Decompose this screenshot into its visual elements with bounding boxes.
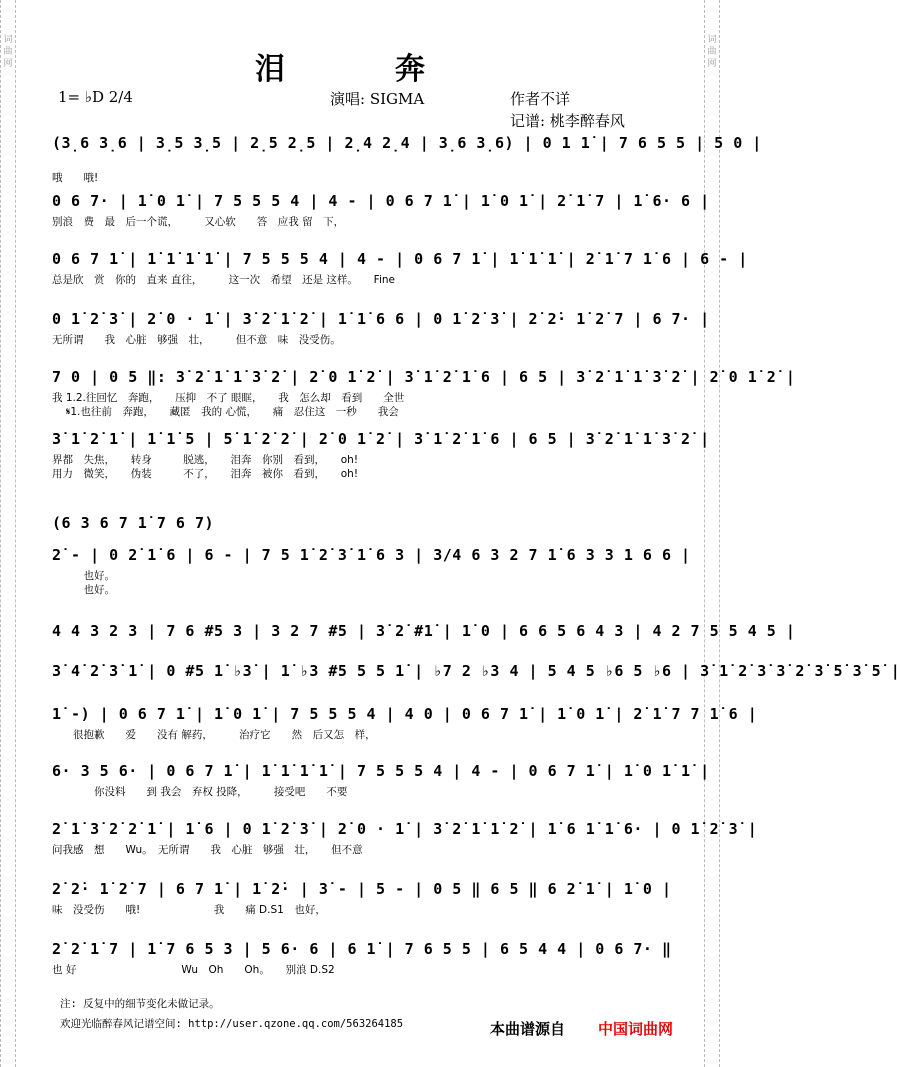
notation-line: 6· 3 5 6· | 0 6 7 1̇ | 1̇ 1̇ 1̇ 1̇ | 7 5 5 5 4 | 4 - | 0 6 7 1̇ | 1̇ 0 1̇ 1̇ |	[52, 762, 710, 780]
site-logo-text: 中国词曲网	[598, 1020, 674, 1038]
notation-line: (3̣6 3̣6 | 3̣5 3̣5 | 2̣5 2̣5 | 2̣4 2̣4 | 3̣6 3̣6) | 0 1 1̇ | 7 6 5 5 | 5 0 |	[52, 134, 762, 152]
lyric-line: 味 没受伤 哦! 我 痛 D.S1 也好，	[52, 904, 326, 916]
lyric-line: 总是欣 赏 你的 直来 直往， 这一次 希望 还是 这样。 Fine	[52, 274, 395, 286]
composer-credit: 作者不详	[510, 90, 571, 108]
notation-line: 7 0 | 0 5 ‖: 3̇ 2̇ 1̇ 1̇ 3̇ 2̇ | 2̇ 0 1̇ 2̇ | 3̇ 1̇ 2̇ 1̇ 6 | 6 5 | 3̇ 2̇ 1̇ 1̇ 3̇ 2̇ | 2̇ 0 1̇ 2̇ |	[52, 368, 796, 386]
key-signature: 1= ♭D 2/4	[58, 88, 133, 106]
sidebar-watermark: 词曲网	[3, 35, 13, 69]
notation-line: 3̇ 1̇ 2̇ 1̇ | 1̇ 1̇ 5 | 5̇ 1̇ 2̇ 2̇ | 2̇ 0 1̇ 2̇ | 3̇ 1̇ 2̇ 1̇ 6 | 6 5 | 3̇ 2̇ 1̇ 1̇ 3̇ 2̇ |	[52, 430, 710, 448]
lyric-line: 界都 失焦， 转身 脱逃， 泪奔 你别 看到， oh!	[52, 454, 359, 466]
notation-line: 3̇ 4̇ 2̇ 3̇ 1̇ | 0 #5 1̇ ♭3̇ | 1̇ ♭3 #5 5 5 1̇ | ♭7 2 ♭3 4 | 5 4 5 ♭6 5 ♭6 | 3̇ 1̇ 2̇ 3̇ 3̇ 2̇ 3̇ 5̇ 3̇ 5̇ |	[52, 662, 900, 680]
lyric-line: 也好。	[52, 584, 115, 596]
notation-line: 2̇ - | 0 2̇ 1̇ 6 | 6 - | 7 5 1̇ 2̇ 3̇ 1̇ 6 3 | 3/4 6 3 2 7 1̇ 6 3 3 1 6 6 |	[52, 546, 691, 564]
lyric-line: 无所谓 我 心脏 够强 壮， 但不意 味 没受伤。	[52, 334, 341, 346]
lyric-line: 也 好 Wu Oh Oh。 别浪 D.S2	[52, 964, 335, 976]
welcome-line: 欢迎光临醉春风记谱空间: http://user.qzone.qq.com/563264185	[60, 1018, 404, 1030]
lyric-line: 哦 哦!	[52, 172, 99, 184]
transcriber-credit: 记谱: 桃李醉春风	[510, 112, 625, 130]
song-title: 泪 奔	[255, 52, 465, 87]
notation-line: 0 6 7 1̇ | 1̇ 1̇ 1̇ 1̇ | 7 5 5 5 4 | 4 - | 0 6 7 1̇ | 1̇ 1̇ 1̇ | 2̇ 1̇ 7 1̇ 6 | 6 - |	[52, 250, 748, 268]
notation-line: 1̇ -) | 0 6 7 1̇ | 1̇ 0 1̇ | 7 5 5 5 4 | 4 0 | 0 6 7 1̇ | 1̇ 0 1̇ | 2̇ 1̇ 7 7 1̇ 6 |	[52, 705, 758, 723]
notation-line: 2̇ 2̇· 1̇ 2̇ 7 | 6 7 1̇ | 1̇ 2̇· | 3̇ - | 5 - | 0 5 ‖ 6 5 ‖ 6 2̇ 1̇ | 1̇ 0 |	[52, 880, 672, 898]
notation-line: 4 4 3 2 3 | 7 6 #5 3 | 3 2 7 #5 | 3̇ 2̇ #1̇ | 1̇ 0 | 6 6 5 6 4 3 | 4 2 7 5 5 4 5 |	[52, 622, 796, 640]
notation-line: 2̇ 1̇ 3̇ 2̇ 2̇ 1̇ | 1̇ 6 | 0 1̇ 2̇ 3̇ | 2̇ 0 · 1̇ | 3̇ 2̇ 1̇ 1̇ 2̇ | 1̇ 6 1̇ 1̇ 6· | 0 1̇ 2̇ 3̇ |	[52, 820, 758, 838]
lyric-line: 很抱歉 爱 没有 解药， 治疗它 然 后又怎 样，	[52, 729, 376, 741]
footnote: 注: 反复中的细节变化未做记录。	[60, 998, 220, 1010]
lyric-line: 问我感 想 Wu。 无所谓 我 心脏 够强 壮， 但不意	[52, 844, 363, 856]
singer-credit: 演唱: SIGMA	[330, 90, 425, 108]
notation-line: 0 6 7· | 1̇ 0 1̇ | 7 5 5 5 4 | 4 - | 0 6 7 1̇ | 1̇ 0 1̇ | 2̇ 1̇ 7 | 1̇ 6· 6 |	[52, 192, 710, 210]
lyric-line: 用力 微笑， 伪装 不了， 泪奔 被你 看到， oh!	[52, 468, 359, 480]
source-label: 本曲谱源自	[490, 1020, 566, 1038]
lyric-line: 你没料 到 我会 弃权 投降， 接受吧 不要	[52, 786, 348, 798]
notation-line: 0 1̇ 2̇ 3̇ | 2̇ 0 · 1̇ | 3̇ 2̇ 1̇ 2̇ | 1̇ 1̇ 6 6 | 0 1̇ 2̇ 3̇ | 2̇ 2̇· 1̇ 2̇ 7 | 6 7· |	[52, 310, 710, 328]
lyric-line: 我 1.2.往回忆 奔跑， 压抑 不了 眼眶， 我 怎么却 看到 全世	[52, 392, 405, 404]
left-margin-strip	[0, 0, 16, 1067]
sidebar-watermark: 词曲网	[707, 35, 717, 69]
lyric-line: 别浪 费 最 后一个谎， 又心软 答 应我 留 下，	[52, 216, 345, 228]
lyric-line: 也好。	[52, 570, 115, 582]
lyric-line: 𝄋1.也往前 奔跑， 藏匿 我的 心慌， 痛 忍住这 一秒 我会	[52, 406, 399, 418]
notation-line: (6 3 6 7 1̇ 7 6 7)	[52, 514, 215, 532]
notation-line: 2̇ 2̇ 1̇ 7 | 1̇ 7 6 5 3 | 5 6· 6 | 6 1̇ | 7 6 5 5 | 6 5 4 4 | 0 6 7· ‖	[52, 940, 672, 958]
right-margin-strip	[704, 0, 720, 1067]
